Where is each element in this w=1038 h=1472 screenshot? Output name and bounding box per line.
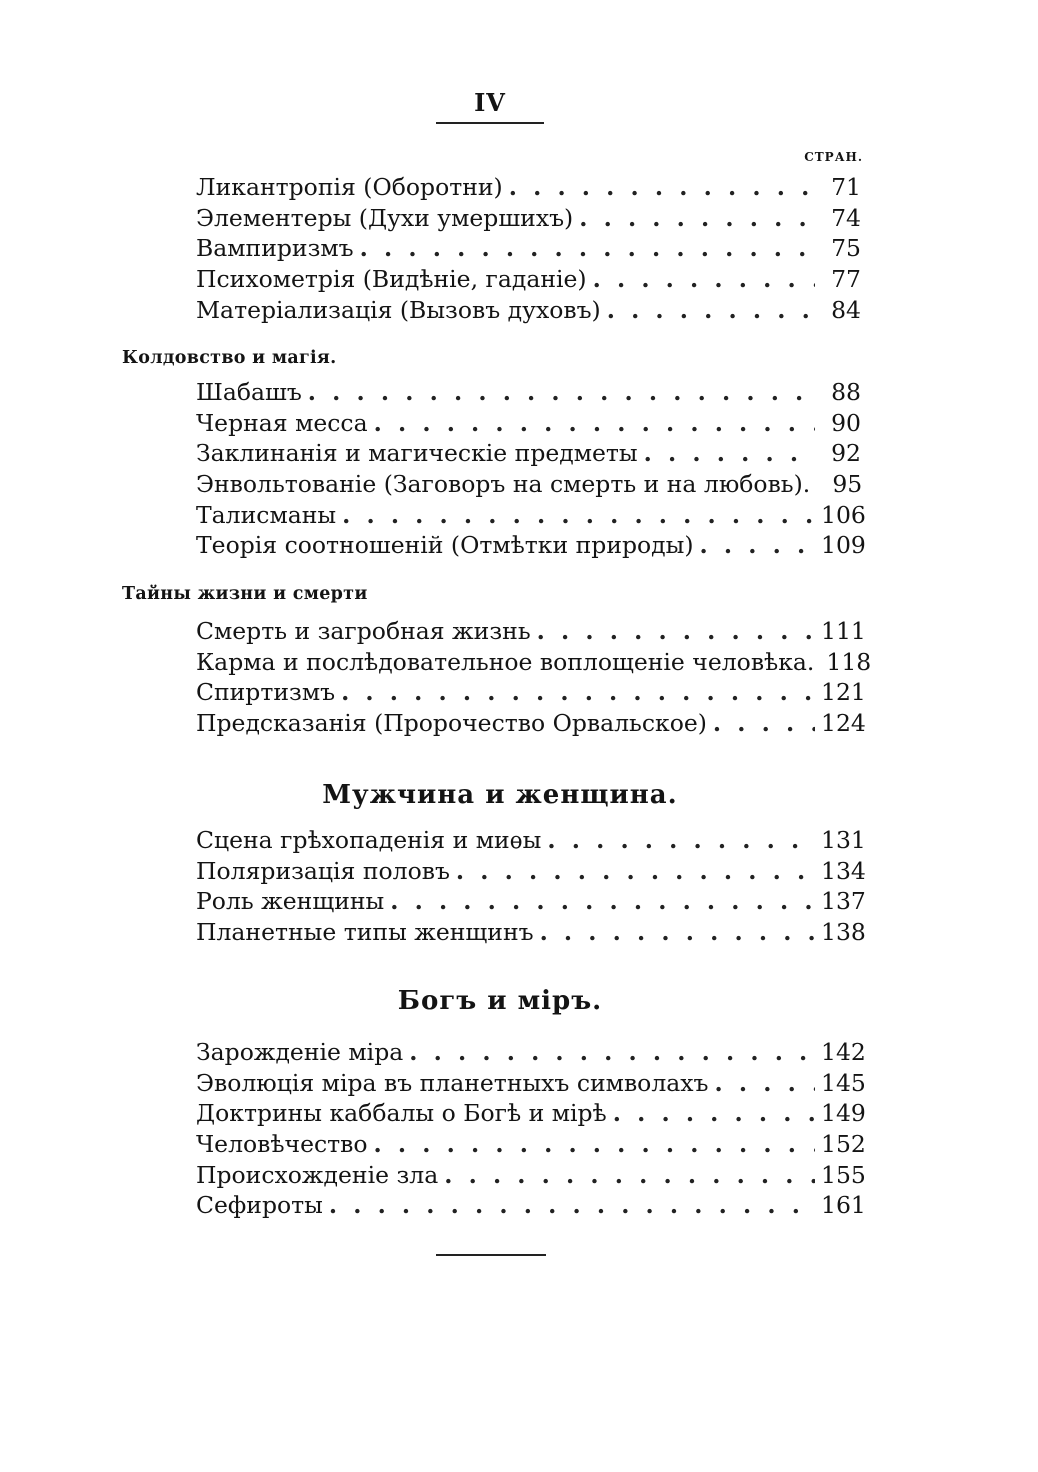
toc-entry-title: Вампиризмъ	[196, 234, 354, 263]
toc-entry-page: 138	[821, 918, 866, 947]
toc-entry-page: 71	[831, 173, 861, 201]
dot-leader	[360, 233, 815, 264]
toc-entry-title: Элементеры (Духи умершихъ)	[196, 203, 574, 232]
toc-group-muzhchina	[196, 825, 866, 948]
toc-entry	[196, 886, 866, 917]
toc-entry-title: Человѣчество	[196, 1130, 368, 1159]
toc-entry	[196, 377, 861, 408]
toc-entry	[196, 408, 861, 439]
dot-leader	[537, 616, 815, 647]
toc-entry-page: 109	[821, 531, 866, 560]
toc-entry	[196, 677, 866, 708]
toc-entry-page: 111	[821, 617, 866, 645]
toc-group-1	[196, 172, 861, 325]
dot-leader	[342, 500, 815, 531]
toc-entry-page: 121	[821, 678, 866, 707]
toc-entry-page: 131	[821, 826, 866, 854]
toc-entry-page: 155	[821, 1160, 866, 1189]
toc-entry-page: 77	[831, 265, 861, 294]
toc-entry-title: Энвольтованіе (Заговоръ на смерть и на любовь).	[196, 470, 811, 499]
toc-entry	[196, 1160, 866, 1191]
page-number: IV	[474, 88, 506, 117]
dot-leader	[329, 1190, 815, 1221]
dot-leader	[613, 1098, 815, 1129]
toc-entry	[196, 530, 866, 561]
toc-entry-page: 149	[821, 1099, 866, 1128]
dot-leader	[308, 377, 815, 408]
dot-leader	[374, 1129, 815, 1160]
toc-entry-page: 92	[831, 439, 861, 468]
toc-entry	[196, 1037, 866, 1068]
dot-leader	[579, 203, 815, 234]
dot-leader	[390, 886, 815, 917]
toc-entry-title: Зарожденіе міра	[196, 1038, 404, 1066]
toc-entry	[196, 708, 866, 739]
toc-entry-title: Смерть и загробная жизнь	[196, 617, 531, 645]
toc-entry-page: 84	[831, 295, 861, 324]
column-header: СТРАН.	[804, 150, 863, 164]
toc-entry-title: Происхожденіе зла	[196, 1160, 439, 1189]
dot-leader	[374, 408, 815, 439]
toc-entry-page: 137	[821, 887, 866, 916]
toc-entry-page: 75	[831, 234, 861, 263]
toc-entry	[196, 1098, 866, 1129]
toc-entry-page: 142	[821, 1038, 866, 1066]
toc-entry	[196, 172, 861, 203]
dot-leader	[540, 917, 815, 948]
toc-entry	[196, 500, 866, 531]
toc-entry-page: 90	[831, 408, 861, 437]
dot-leader	[509, 172, 815, 203]
dot-leader	[644, 438, 815, 469]
toc-entry	[196, 616, 866, 647]
toc-entry-title: Матеріализація (Вызовъ духовъ)	[196, 295, 601, 324]
toc-entry	[196, 264, 861, 295]
bottom-rule	[436, 1254, 546, 1256]
toc-entry-title: Спиртизмъ	[196, 678, 336, 707]
dot-leader	[607, 295, 815, 326]
toc-group-tainy	[196, 616, 872, 739]
toc-entry-page: 124	[821, 709, 866, 738]
toc-entry	[196, 438, 861, 469]
toc-entry-page: 74	[831, 203, 861, 232]
toc-entry-title: Доктрины каббалы о Богѣ и мірѣ	[196, 1099, 607, 1128]
part-heading-bog: Богъ и міръ.	[397, 986, 603, 1016]
toc-entry	[196, 295, 861, 326]
part-heading-muzhchina: Мужчина и женщина.	[322, 780, 678, 810]
dot-leader	[700, 530, 815, 561]
toc-group-koldovstvo	[196, 377, 866, 561]
dot-leader	[714, 1068, 815, 1099]
toc-entry-page: 145	[821, 1068, 866, 1097]
section-heading-koldovstvo: Колдовство и магія.	[122, 348, 337, 368]
toc-entry-page: 152	[821, 1130, 866, 1159]
dot-leader	[444, 1160, 815, 1191]
toc-entry-title: Черная месса	[196, 408, 368, 437]
toc-entry	[196, 647, 872, 678]
toc-entry-title: Эволюція міра въ планетныхъ символахъ	[196, 1068, 709, 1097]
toc-entry	[196, 233, 861, 264]
toc-entry-title: Психометрія (Видѣніе, гаданіе)	[196, 265, 587, 294]
toc-entry	[196, 1068, 866, 1099]
toc-entry-page: 88	[831, 378, 861, 406]
toc-entry-page: 118	[826, 647, 872, 676]
toc-entry-page: 95	[832, 470, 863, 499]
toc-entry	[196, 1190, 866, 1221]
toc-entry	[196, 917, 866, 948]
toc-entry-title: Ликантропія (Оборотни)	[196, 173, 503, 201]
toc-entry-page: 161	[821, 1191, 866, 1220]
toc-entry	[196, 825, 866, 856]
dot-leader	[593, 264, 815, 295]
dot-leader	[456, 856, 815, 887]
toc-entry	[196, 203, 861, 234]
dot-leader	[341, 677, 815, 708]
dot-leader	[713, 708, 815, 739]
toc-entry-title: Сцена грѣхопаденія и миѳы	[196, 826, 542, 854]
toc-group-bog	[196, 1037, 866, 1221]
toc-entry-page: 106	[821, 500, 866, 529]
toc-entry	[196, 469, 861, 500]
toc-entry	[196, 1129, 866, 1160]
dot-leader	[547, 825, 815, 856]
toc-entry-title: Заклинанія и магическіе предметы	[196, 439, 638, 468]
toc-entry-page: 134	[821, 856, 866, 885]
toc-entry-title: Шабашъ	[196, 378, 302, 406]
toc-entry	[196, 856, 866, 887]
top-rule	[436, 122, 544, 124]
toc-entry-title: Поляризація половъ	[196, 856, 450, 885]
toc-entry-title: Планетные типы женщинъ	[196, 918, 534, 947]
toc-entry-title: Карма и послѣдовательное воплощеніе человѣка.	[196, 647, 815, 676]
toc-entry-title: Теорія соотношеній (Отмѣтки природы)	[196, 531, 694, 560]
toc-entry-title: Талисманы	[196, 500, 337, 529]
toc-entry-title: Сефироты	[196, 1191, 323, 1220]
section-heading-tainy: Тайны жизни и смерти	[122, 584, 368, 604]
toc-entry-title: Предсказанія (Пророчество Орвальское)	[196, 709, 707, 738]
dot-leader	[409, 1037, 815, 1068]
toc-entry-title: Роль женщины	[196, 887, 385, 916]
